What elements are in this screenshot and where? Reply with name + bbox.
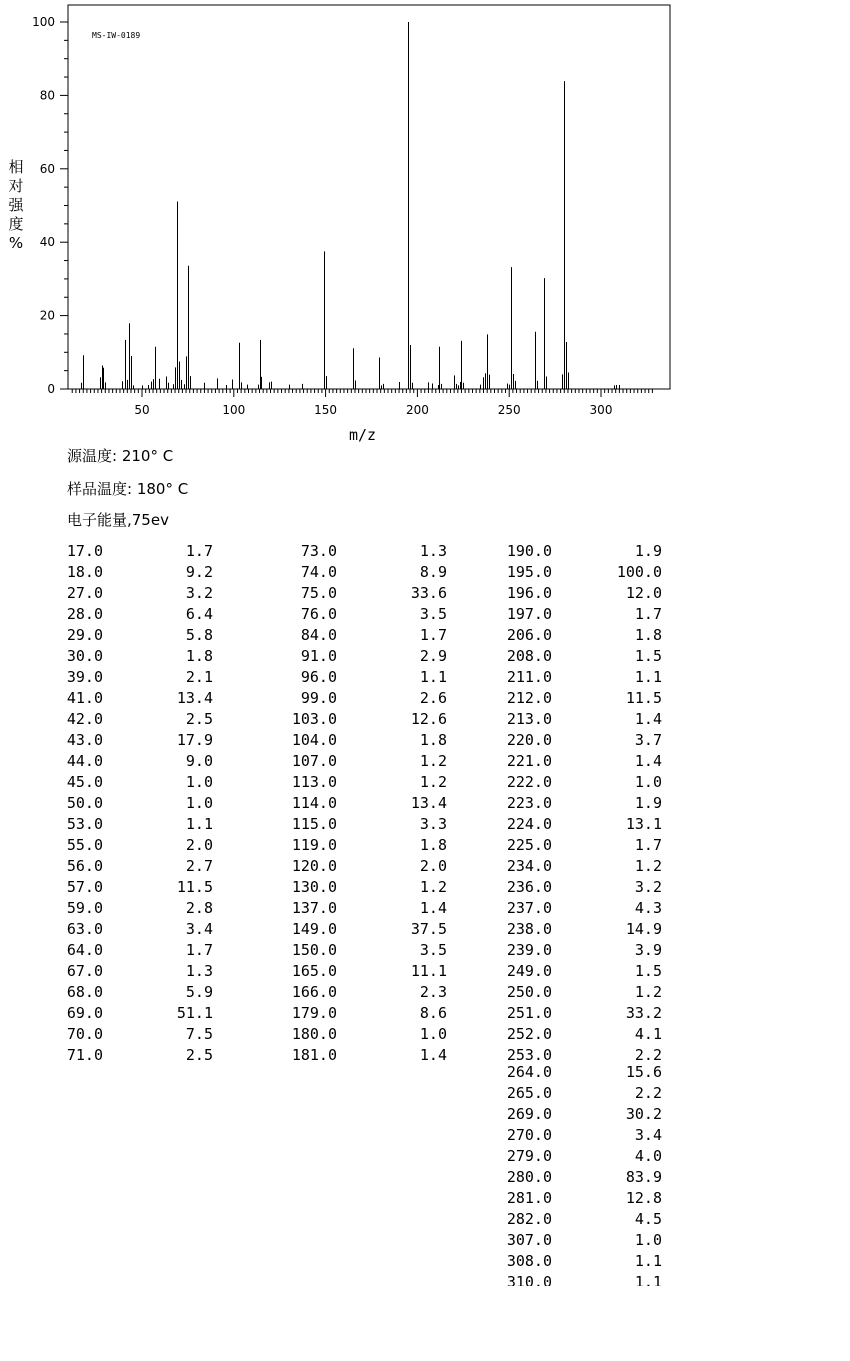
intensity-value: 1.0 bbox=[634, 1231, 662, 1249]
intensity-value: 3.4 bbox=[185, 920, 213, 938]
intensity-value: 51.1 bbox=[176, 1004, 213, 1022]
x-tick-label: 300 bbox=[589, 403, 613, 417]
y-tick-label: 20 bbox=[39, 308, 55, 323]
table-row bbox=[0, 583, 850, 604]
y-axis bbox=[32, 15, 68, 396]
mz-value: 220.0 bbox=[506, 731, 552, 749]
intensity-value: 1.3 bbox=[419, 542, 447, 560]
mz-value: 70.0 bbox=[66, 1025, 103, 1043]
mz-value: 212.0 bbox=[506, 689, 552, 707]
intensity-value: 33.6 bbox=[410, 584, 447, 602]
intensity-value: 11.1 bbox=[410, 962, 447, 980]
mz-value: 71.0 bbox=[66, 1046, 103, 1064]
intensity-value: 1.7 bbox=[634, 605, 662, 623]
table-row bbox=[0, 1125, 850, 1146]
table-row bbox=[0, 793, 850, 814]
intensity-value: 2.7 bbox=[185, 857, 213, 875]
intensity-value: 1.4 bbox=[634, 710, 662, 728]
mz-value: 236.0 bbox=[506, 878, 552, 896]
intensity-value: 37.5 bbox=[410, 920, 447, 938]
intensity-value: 3.5 bbox=[419, 941, 447, 959]
mz-value: 55.0 bbox=[66, 836, 103, 854]
table-row bbox=[0, 940, 850, 961]
mz-value: 18.0 bbox=[66, 563, 103, 581]
mz-value: 310.0 bbox=[506, 1273, 552, 1286]
intensity-value: 2.9 bbox=[419, 647, 447, 665]
intensity-value: 100.0 bbox=[616, 563, 662, 581]
mz-value: 224.0 bbox=[506, 815, 552, 833]
x-tick-label: 100 bbox=[222, 403, 246, 417]
mz-value: 196.0 bbox=[506, 584, 552, 602]
intensity-value: 3.5 bbox=[419, 605, 447, 623]
intensity-value: 2.2 bbox=[634, 1046, 662, 1064]
mz-value: 115.0 bbox=[291, 815, 337, 833]
mz-value: 269.0 bbox=[506, 1105, 552, 1123]
mz-value: 130.0 bbox=[291, 878, 337, 896]
mz-value: 41.0 bbox=[66, 689, 103, 707]
intensity-value: 83.9 bbox=[625, 1168, 662, 1186]
mz-value: 206.0 bbox=[506, 626, 552, 644]
mass-spectrum-chart bbox=[0, 0, 850, 425]
intensity-value: 1.9 bbox=[634, 794, 662, 812]
y-label-char: 强 bbox=[8, 196, 24, 214]
mz-value: 44.0 bbox=[66, 752, 103, 770]
mz-value: 150.0 bbox=[291, 941, 337, 959]
intensity-value: 3.7 bbox=[634, 731, 662, 749]
table-row bbox=[0, 877, 850, 898]
intensity-value: 1.3 bbox=[185, 962, 213, 980]
y-tick-label: 40 bbox=[39, 235, 55, 250]
intensity-value: 1.1 bbox=[634, 1273, 662, 1286]
intensity-value: 3.2 bbox=[634, 878, 662, 896]
intensity-value: 3.9 bbox=[634, 941, 662, 959]
mz-value: 30.0 bbox=[66, 647, 103, 665]
intensity-value: 1.0 bbox=[185, 773, 213, 791]
peak-table bbox=[0, 541, 850, 1286]
intensity-value: 1.4 bbox=[419, 1046, 447, 1064]
intensity-value: 17.9 bbox=[176, 731, 213, 749]
intensity-value: 1.2 bbox=[419, 878, 447, 896]
mz-value: 113.0 bbox=[291, 773, 337, 791]
mz-value: 149.0 bbox=[291, 920, 337, 938]
mz-value: 17.0 bbox=[66, 542, 103, 560]
mz-value: 64.0 bbox=[66, 941, 103, 959]
y-tick-label: 80 bbox=[39, 88, 55, 103]
mz-value: 68.0 bbox=[66, 983, 103, 1001]
intensity-value: 5.9 bbox=[185, 983, 213, 1001]
table-row bbox=[0, 982, 850, 1003]
mz-value: 179.0 bbox=[291, 1004, 337, 1022]
source-temperature: 源温度: 210° C bbox=[67, 447, 174, 465]
intensity-value: 1.1 bbox=[634, 1252, 662, 1270]
mz-value: 237.0 bbox=[506, 899, 552, 917]
intensity-value: 9.0 bbox=[185, 752, 213, 770]
intensity-value: 1.7 bbox=[419, 626, 447, 644]
mz-value: 213.0 bbox=[506, 710, 552, 728]
table-row bbox=[0, 562, 850, 583]
mz-value: 57.0 bbox=[66, 878, 103, 896]
sample-id: MS-IW-0189 bbox=[92, 31, 141, 40]
peak-bars bbox=[82, 22, 620, 389]
intensity-value: 11.5 bbox=[176, 878, 213, 896]
y-tick-label: 100 bbox=[32, 15, 55, 29]
table-row bbox=[0, 1188, 850, 1209]
table-row bbox=[0, 1146, 850, 1167]
intensity-value: 1.0 bbox=[185, 794, 213, 812]
mz-value: 195.0 bbox=[506, 563, 552, 581]
table-row bbox=[0, 856, 850, 877]
mz-value: 234.0 bbox=[506, 857, 552, 875]
table-row bbox=[0, 1272, 850, 1286]
mz-value: 120.0 bbox=[291, 857, 337, 875]
mz-value: 190.0 bbox=[506, 542, 552, 560]
intensity-value: 13.1 bbox=[625, 815, 662, 833]
mz-value: 282.0 bbox=[506, 1210, 552, 1228]
mz-value: 99.0 bbox=[300, 689, 337, 707]
mz-value: 208.0 bbox=[506, 647, 552, 665]
intensity-value: 1.8 bbox=[419, 731, 447, 749]
mz-value: 69.0 bbox=[66, 1004, 103, 1022]
mz-value: 96.0 bbox=[300, 668, 337, 686]
intensity-value: 1.1 bbox=[419, 668, 447, 686]
mz-value: 238.0 bbox=[506, 920, 552, 938]
table-row bbox=[0, 835, 850, 856]
mz-value: 73.0 bbox=[300, 542, 337, 560]
table-row bbox=[0, 646, 850, 667]
intensity-value: 15.6 bbox=[625, 1063, 662, 1081]
intensity-value: 3.2 bbox=[185, 584, 213, 602]
mz-value: 211.0 bbox=[506, 668, 552, 686]
intensity-value: 4.5 bbox=[634, 1210, 662, 1228]
mz-value: 308.0 bbox=[506, 1252, 552, 1270]
table-row bbox=[0, 919, 850, 940]
table-row bbox=[0, 1104, 850, 1125]
intensity-value: 1.5 bbox=[634, 647, 662, 665]
intensity-value: 4.1 bbox=[634, 1025, 662, 1043]
mz-value: 76.0 bbox=[300, 605, 337, 623]
mz-value: 279.0 bbox=[506, 1147, 552, 1165]
x-tick-label: 250 bbox=[497, 403, 521, 417]
intensity-value: 2.3 bbox=[419, 983, 447, 1001]
electron-energy: 电子能量,75ev bbox=[67, 511, 169, 529]
intensity-value: 8.9 bbox=[419, 563, 447, 581]
table-row bbox=[0, 751, 850, 772]
intensity-value: 1.0 bbox=[419, 1025, 447, 1043]
mz-value: 221.0 bbox=[506, 752, 552, 770]
intensity-value: 1.4 bbox=[634, 752, 662, 770]
table-row bbox=[0, 688, 850, 709]
mz-value: 75.0 bbox=[300, 584, 337, 602]
table-row bbox=[0, 898, 850, 919]
intensity-value: 1.8 bbox=[185, 647, 213, 665]
table-row bbox=[0, 730, 850, 751]
mz-value: 107.0 bbox=[291, 752, 337, 770]
intensity-value: 11.5 bbox=[625, 689, 662, 707]
mz-value: 119.0 bbox=[291, 836, 337, 854]
intensity-value: 2.0 bbox=[185, 836, 213, 854]
mz-value: 280.0 bbox=[506, 1168, 552, 1186]
y-label-char: 度 bbox=[8, 215, 24, 233]
x-tick-label: 50 bbox=[134, 403, 150, 417]
y-tick-label: 0 bbox=[47, 382, 55, 396]
plot-frame bbox=[68, 5, 670, 389]
mz-value: 307.0 bbox=[506, 1231, 552, 1249]
intensity-value: 1.7 bbox=[185, 542, 213, 560]
intensity-value: 12.0 bbox=[625, 584, 662, 602]
intensity-value: 2.5 bbox=[185, 1046, 213, 1064]
intensity-value: 2.0 bbox=[419, 857, 447, 875]
table-row bbox=[0, 1167, 850, 1188]
mz-value: 166.0 bbox=[291, 983, 337, 1001]
mz-value: 28.0 bbox=[66, 605, 103, 623]
table-row bbox=[0, 667, 850, 688]
intensity-value: 12.8 bbox=[625, 1189, 662, 1207]
table-row bbox=[0, 1230, 850, 1251]
mz-value: 27.0 bbox=[66, 584, 103, 602]
intensity-value: 9.2 bbox=[185, 563, 213, 581]
intensity-value: 2.5 bbox=[185, 710, 213, 728]
table-row bbox=[0, 1209, 850, 1230]
intensity-value: 1.9 bbox=[634, 542, 662, 560]
intensity-value: 4.3 bbox=[634, 899, 662, 917]
table-row bbox=[0, 541, 850, 562]
y-axis-label bbox=[6, 158, 26, 253]
table-row bbox=[0, 1024, 850, 1045]
intensity-value: 13.4 bbox=[410, 794, 447, 812]
mz-value: 43.0 bbox=[66, 731, 103, 749]
mz-value: 197.0 bbox=[506, 605, 552, 623]
table-row bbox=[0, 814, 850, 835]
table-row bbox=[0, 1251, 850, 1272]
mz-value: 59.0 bbox=[66, 899, 103, 917]
y-tick-label: 60 bbox=[39, 161, 55, 176]
intensity-value: 1.7 bbox=[634, 836, 662, 854]
intensity-value: 1.4 bbox=[419, 899, 447, 917]
y-label-char: % bbox=[8, 234, 24, 252]
mz-value: 29.0 bbox=[66, 626, 103, 644]
mz-value: 84.0 bbox=[300, 626, 337, 644]
intensity-value: 30.2 bbox=[625, 1105, 662, 1123]
intensity-value: 1.1 bbox=[634, 668, 662, 686]
table-row bbox=[0, 1083, 850, 1104]
mz-value: 74.0 bbox=[300, 563, 337, 581]
mz-value: 114.0 bbox=[291, 794, 337, 812]
table-row bbox=[0, 961, 850, 982]
intensity-value: 1.2 bbox=[419, 752, 447, 770]
intensity-value: 3.4 bbox=[634, 1126, 662, 1144]
intensity-value: 14.9 bbox=[625, 920, 662, 938]
table-row bbox=[0, 1062, 850, 1083]
intensity-value: 2.6 bbox=[419, 689, 447, 707]
intensity-value: 13.4 bbox=[176, 689, 213, 707]
intensity-value: 2.2 bbox=[634, 1084, 662, 1102]
mz-value: 253.0 bbox=[506, 1046, 552, 1064]
mz-value: 137.0 bbox=[291, 899, 337, 917]
mz-value: 223.0 bbox=[506, 794, 552, 812]
intensity-value: 2.8 bbox=[185, 899, 213, 917]
mz-value: 56.0 bbox=[66, 857, 103, 875]
mz-value: 67.0 bbox=[66, 962, 103, 980]
mz-value: 281.0 bbox=[506, 1189, 552, 1207]
x-axis-label: m/z bbox=[349, 426, 377, 444]
mz-value: 53.0 bbox=[66, 815, 103, 833]
intensity-value: 3.3 bbox=[419, 815, 447, 833]
mz-value: 225.0 bbox=[506, 836, 552, 854]
x-tick-label: 150 bbox=[314, 403, 338, 417]
intensity-value: 5.8 bbox=[185, 626, 213, 644]
mz-value: 42.0 bbox=[66, 710, 103, 728]
mz-value: 165.0 bbox=[291, 962, 337, 980]
table-row bbox=[0, 772, 850, 793]
mz-value: 249.0 bbox=[506, 962, 552, 980]
intensity-value: 1.2 bbox=[634, 857, 662, 875]
intensity-value: 1.8 bbox=[634, 626, 662, 644]
table-row bbox=[0, 1003, 850, 1024]
intensity-value: 1.2 bbox=[419, 773, 447, 791]
intensity-value: 33.2 bbox=[625, 1004, 662, 1022]
intensity-value: 8.6 bbox=[419, 1004, 447, 1022]
intensity-value: 1.7 bbox=[185, 941, 213, 959]
mz-value: 45.0 bbox=[66, 773, 103, 791]
mz-value: 39.0 bbox=[66, 668, 103, 686]
mz-value: 91.0 bbox=[300, 647, 337, 665]
intensity-value: 6.4 bbox=[185, 605, 213, 623]
mz-value: 103.0 bbox=[291, 710, 337, 728]
table-row bbox=[0, 625, 850, 646]
intensity-value: 4.0 bbox=[634, 1147, 662, 1165]
intensity-value: 1.0 bbox=[634, 773, 662, 791]
mz-value: 181.0 bbox=[291, 1046, 337, 1064]
intensity-value: 1.8 bbox=[419, 836, 447, 854]
intensity-value: 12.6 bbox=[410, 710, 447, 728]
x-tick-label: 200 bbox=[405, 403, 429, 417]
intensity-value: 2.1 bbox=[185, 668, 213, 686]
mz-value: 265.0 bbox=[506, 1084, 552, 1102]
mz-value: 239.0 bbox=[506, 941, 552, 959]
mz-value: 270.0 bbox=[506, 1126, 552, 1144]
sample-temperature: 样品温度: 180° C bbox=[67, 480, 189, 498]
mz-value: 250.0 bbox=[506, 983, 552, 1001]
y-label-char: 对 bbox=[8, 177, 24, 195]
mz-value: 251.0 bbox=[506, 1004, 552, 1022]
mz-value: 180.0 bbox=[291, 1025, 337, 1043]
mz-value: 104.0 bbox=[291, 731, 337, 749]
mz-value: 50.0 bbox=[66, 794, 103, 812]
table-row bbox=[0, 604, 850, 625]
table-row bbox=[0, 709, 850, 730]
mz-value: 252.0 bbox=[506, 1025, 552, 1043]
intensity-value: 1.1 bbox=[185, 815, 213, 833]
y-label-char: 相 bbox=[8, 158, 24, 176]
intensity-value: 1.2 bbox=[634, 983, 662, 1001]
mz-value: 222.0 bbox=[506, 773, 552, 791]
mz-value: 63.0 bbox=[66, 920, 103, 938]
mz-value: 264.0 bbox=[506, 1063, 552, 1081]
intensity-value: 1.5 bbox=[634, 962, 662, 980]
x-axis bbox=[72, 389, 652, 417]
intensity-value: 7.5 bbox=[185, 1025, 213, 1043]
